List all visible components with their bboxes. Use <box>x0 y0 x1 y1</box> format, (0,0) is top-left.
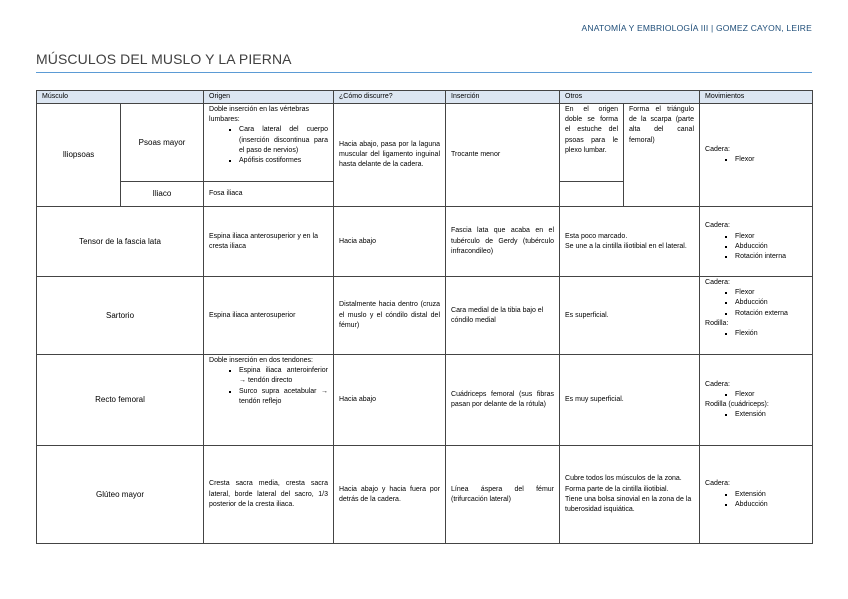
table-header-row <box>37 91 813 104</box>
insercion-cell: Trocante menor <box>446 104 560 207</box>
table-row <box>37 104 813 182</box>
movimientos-cell: Cadera: ▪ Flexor Rodilla (cuádriceps): ▪ Extensión <box>700 355 813 446</box>
muscle-name-recto: Recto femoral <box>37 355 204 446</box>
otros-cell: Cubre todos los músculos de la zona. Forma parte de la cintilla iliotibial. Tiene una bolsa sinovial en la zona de la tuberosidad isquiática. <box>560 446 700 544</box>
otros-cell-empty <box>560 182 624 207</box>
col-header-origen: Origen <box>204 91 334 104</box>
origen-cell: Espina iliaca anterosuperior y en la cresta iliaca <box>204 207 334 277</box>
col-header-insercion: Inserción <box>446 91 560 104</box>
insercion-cell: Fascia lata que acaba en el tubérculo de Gerdy (tubérculo infracondileo) <box>446 207 560 277</box>
origen-cell: Cresta sacra media, cresta sacra lateral, borde lateral del sacro, 1/3 posterior de la cresta iliaca. <box>204 446 334 544</box>
movimientos-cell: Cadera: ▪ Flexor ▪ Abducción ▪ Rotación externa Rodilla: ▪ Flexión <box>700 277 813 355</box>
table-row <box>37 207 813 277</box>
origen-cell: Fosa iliaca <box>204 182 334 207</box>
discurre-cell: Hacia abajo <box>334 207 446 277</box>
origen-cell: Doble inserción en las vértebras lumbares: ▪ Cara lateral del cuerpo (inserción discontinua para el paso de nervios) ▪ Apófisis costiformes <box>204 104 334 182</box>
movimientos-cell: Cadera: ▪ Flexor ▪ Abducción ▪ Rotación interna <box>700 207 813 277</box>
insercion-cell: Línea áspera del fémur (trifurcación lateral) <box>446 446 560 544</box>
title-underline <box>36 72 812 73</box>
col-header-movimientos: Movimientos <box>700 91 813 104</box>
muscle-name-psoas: Psoas mayor <box>121 104 204 182</box>
page-title: MÚSCULOS DEL MUSLO Y LA PIERNA <box>36 51 292 67</box>
insercion-cell: Cuádriceps femoral (sus fibras pasan por delante de la rótula) <box>446 355 560 446</box>
discurre-cell: Distalmente hacia dentro (cruza el muslo y el cóndilo distal del fémur) <box>334 277 446 355</box>
origen-cell: Espina iliaca anterosuperior <box>204 277 334 355</box>
otros-cell: Es superficial. <box>560 277 700 355</box>
movimientos-cell: Cadera: ▪ Flexor <box>700 104 813 207</box>
muscle-name-gluteo: Glúteo mayor <box>37 446 204 544</box>
col-header-musculo: Músculo <box>37 91 204 104</box>
table-row <box>37 355 813 446</box>
muscle-name-sartorio: Sartorio <box>37 277 204 355</box>
discurre-cell: Hacia abajo, pasa por la laguna muscular del ligamento inguinal hasta delante de la cadera. <box>334 104 446 207</box>
otros-cell: Esta poco marcado. Se une a la cintilla iliotibial en el lateral. <box>560 207 700 277</box>
insercion-cell: Cara medial de la tibia bajo el cóndilo medial <box>446 277 560 355</box>
muscle-name-iliopsoas: Iliopsoas <box>37 104 121 207</box>
muscles-table <box>36 90 813 544</box>
discurre-cell: Hacia abajo y hacia fuera por detrás de la cadera. <box>334 446 446 544</box>
table-row <box>37 446 813 544</box>
table-row <box>37 277 813 355</box>
origen-cell: Doble inserción en dos tendones: ▪ Espina iliaca anteroinferior → tendón directo ▪ Surco supra acetabular → tendón reflejo <box>204 355 334 446</box>
otros-cell: En el origen doble se forma el estuche del psoas para le plexo lumbar. <box>560 104 624 182</box>
otros-cell-2: Forma el triángulo de la scarpa (parte alta del canal femoral) <box>624 104 700 207</box>
muscle-name-iliaco: Iliaco <box>121 182 204 207</box>
muscle-name-tensor: Tensor de la fascia lata <box>37 207 204 277</box>
document-header: ANATOMÍA Y EMBRIOLOGÍA III | GOMEZ CAYON, LEIRE <box>581 23 812 33</box>
otros-cell: Es muy superficial. <box>560 355 700 446</box>
movimientos-cell: Cadera: ▪ Extensión ▪ Abducción <box>700 446 813 544</box>
col-header-discurre: ¿Cómo discurre? <box>334 91 446 104</box>
col-header-otros: Otros <box>560 91 700 104</box>
discurre-cell: Hacia abajo <box>334 355 446 446</box>
